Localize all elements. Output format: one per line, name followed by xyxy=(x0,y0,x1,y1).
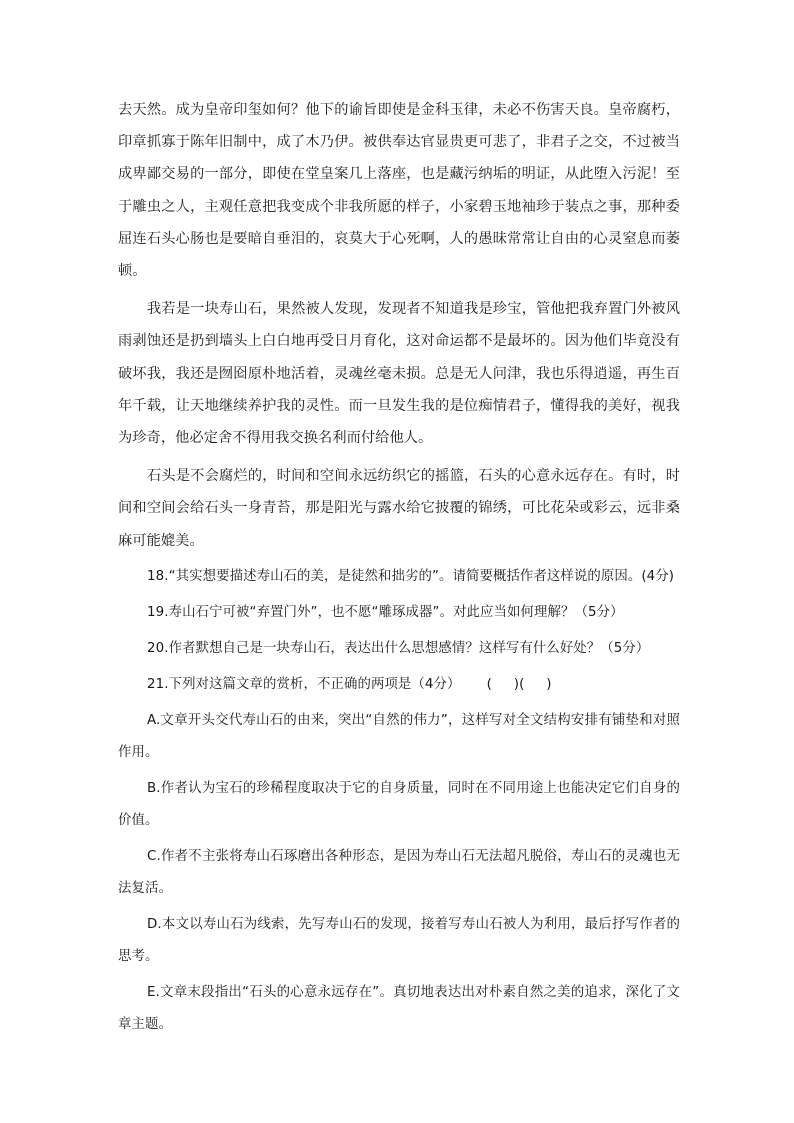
passage-paragraph-3: 石头是不会腐烂的，时间和空间永远纺织它的摇篮，石头的心意永远存在。有时，时间和空间会给石头一身青苔，那是阳光与露水给它披覆的锦绣，可比花朵或彩云，远非桑麻可能媲美。 xyxy=(118,468,680,549)
question-18: 18.“其实想要描述寿山石的美，是徒然和拙劣的”。请简要概括作者这样说的原因。(4分) xyxy=(147,568,675,584)
question-19: 19.寿山石宁可被“弃置门外”，也不愿“雕琢成器”。对此应当如何理解？（5分） xyxy=(147,604,624,620)
option-e: E.文章末段指出“石头的心意永远存在”。真切地表达出对朴素自然之美的追求，深化了文章主题。 xyxy=(118,984,680,1032)
question-21: 21.下列对这篇文章的赏析，不正确的两项是（4分） ( )( ) xyxy=(147,676,552,692)
passage-paragraph-1: 去天然。成为皇帝印玺如何？他下的谕旨即使是金科玉律，未必不伤害天良。皇帝腐朽，印章抓寡于陈年旧制中，成了木乃伊。被供奉达官显贵更可悲了，非君子之交，不过被当成卑鄙交易的一部分，即使在堂皇案几上落座，也是藏污纳垢的明证，从此堕入污泥！至于雕虫之人，主观任意把我变成个非我所愿的样子，小家碧玉地袖珍于装点之事，那种委屈连石头心肠也是要暗自垂泪的，哀莫大于心死啊，人的愚昧常常让自由的心灵窒息而萎顿。 xyxy=(118,102,680,280)
option-d: D.本文以寿山石为线索，先写寿山石的发现，接着写寿山石被人为利用，最后抒写作者的思考。 xyxy=(118,916,680,964)
option-a: A.文章开头交代寿山石的由来，突出“自然的伟力”，这样写对全文结构安排有铺垫和对照作用。 xyxy=(118,712,680,760)
option-c: C.作者不主张将寿山石琢磨出各种形态，是因为寿山石无法超凡脱俗，寿山石的灵魂也无法复活。 xyxy=(118,848,680,896)
option-b: B.作者认为宝石的珍稀程度取决于它的自身质量，同时在不同用途上也能决定它们自身的价值。 xyxy=(118,780,680,828)
question-20: 20.作者默想自己是一块寿山石，表达出什么思想感情？这样写有什么好处？（5分） xyxy=(147,640,650,656)
passage-paragraph-2: 我若是一块寿山石，果然被人发现，发现者不知道我是珍宝，管他把我弃置门外被风雨剥蚀还是扔到墙头上白白地再受日月育化，这对命运都不是最坏的。因为他们毕竟没有破坏我，我还是囫囵原朴地活着，灵魂丝毫未损。总是无人问津，我也乐得逍遥，再生百年千载，让天地继续养护我的灵性。而一旦发生我的是位痴情君子，懂得我的美好，视我为珍奇，他必定舍不得用我交换名利而付给他人。 xyxy=(118,301,680,447)
document-page xyxy=(118,94,680,1041)
